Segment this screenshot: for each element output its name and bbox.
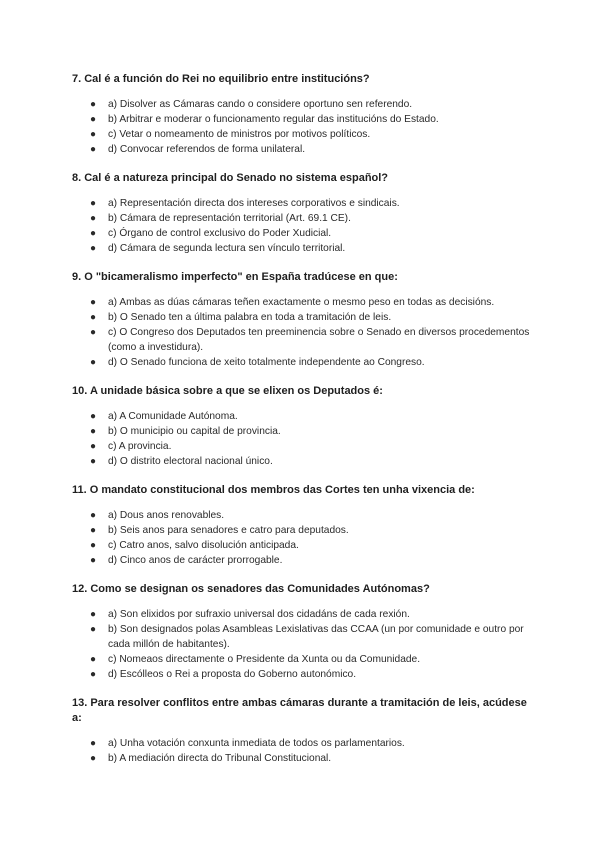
question-block xyxy=(72,483,532,568)
answer-option-text: b) Son designados polas Asambleas Lexislativas das CCAA (un por comunidade e outro por cada millón de habitantes). xyxy=(108,624,524,650)
answer-option-text: d) Escólleos o Rei a proposta do Goberno autonómico. xyxy=(108,669,357,680)
answer-option-text: a) Ambas as dúas cámaras teñen exactamente o mesmo peso en todas as decisións. xyxy=(108,297,495,308)
bullet-icon: ● xyxy=(90,129,97,140)
answer-option-text: b) A mediación directa do Tribunal Constitucional. xyxy=(108,753,332,764)
answer-option-text: d) Cámara de segunda lectura sen vínculo territorial. xyxy=(108,243,346,254)
bullet-icon: ● xyxy=(90,555,97,566)
answer-options xyxy=(72,607,532,682)
answer-option-text: c) O Congreso dos Deputados ten preeminencia sobre o Senado en diversos procedementos (como a investidura). xyxy=(108,327,530,353)
question-title: 11. O mandato constitucional dos membros das Cortes ten unha vixencia de: xyxy=(72,484,475,496)
answer-option xyxy=(90,424,532,439)
answer-option xyxy=(90,523,532,538)
question-block xyxy=(72,171,532,256)
answer-option xyxy=(90,226,532,241)
bullet-icon: ● xyxy=(90,228,97,239)
question-block xyxy=(72,270,532,370)
answer-option xyxy=(90,508,532,523)
bullet-icon: ● xyxy=(90,669,97,680)
answer-option-text: b) Cámara de representación territorial (Art. 69.1 CE). xyxy=(108,213,351,224)
question-block xyxy=(72,72,532,157)
answer-option xyxy=(90,622,532,652)
bullet-icon: ● xyxy=(90,297,97,308)
answer-option xyxy=(90,736,532,751)
bullet-icon: ● xyxy=(90,456,97,467)
answer-option-text: a) Representación directa dos intereses corporativos e sindicais. xyxy=(108,198,400,209)
bullet-icon: ● xyxy=(90,312,97,323)
answer-option-text: a) A Comunidade Autónoma. xyxy=(108,411,238,422)
question-title: 9. O "bicameralismo imperfecto" en España tradúcese en que: xyxy=(72,271,398,283)
bullet-icon: ● xyxy=(90,198,97,209)
bullet-icon: ● xyxy=(90,243,97,254)
question-block xyxy=(72,582,532,682)
answer-option-text: c) A provincia. xyxy=(108,441,172,452)
answer-option-text: c) Órgano de control exclusivo do Poder Xudicial. xyxy=(108,228,332,239)
answer-options xyxy=(72,295,532,370)
answer-option xyxy=(90,196,532,211)
answer-option-text: a) Unha votación conxunta inmediata de todos os parlamentarios. xyxy=(108,738,405,749)
answer-option-text: d) O distrito electoral nacional único. xyxy=(108,456,273,467)
answer-option-text: b) Arbitrar e moderar o funcionamento regular das institucións do Estado. xyxy=(108,114,439,125)
answer-options xyxy=(72,409,532,469)
bullet-icon: ● xyxy=(90,411,97,422)
answer-option xyxy=(90,607,532,622)
bullet-icon: ● xyxy=(90,426,97,437)
answer-option-text: c) Vetar o nomeamento de ministros por motivos políticos. xyxy=(108,129,371,140)
answer-option xyxy=(90,652,532,667)
answer-option xyxy=(90,142,532,157)
answer-options xyxy=(72,196,532,256)
bullet-icon: ● xyxy=(90,99,97,110)
answer-option xyxy=(90,310,532,325)
question-block xyxy=(72,384,532,469)
answer-options xyxy=(72,736,532,766)
answer-option xyxy=(90,751,532,766)
answer-option xyxy=(90,454,532,469)
answer-option xyxy=(90,439,532,454)
question-title: 12. Como se designan os senadores das Comunidades Autónomas? xyxy=(72,583,430,595)
answer-option xyxy=(90,241,532,256)
bullet-icon: ● xyxy=(90,738,97,749)
answer-option-text: d) Convocar referendos de forma unilateral. xyxy=(108,144,306,155)
bullet-icon: ● xyxy=(90,357,97,368)
answer-option-text: a) Dous anos renovables. xyxy=(108,510,225,521)
bullet-icon: ● xyxy=(90,144,97,155)
bullet-icon: ● xyxy=(90,213,97,224)
answer-option-text: c) Nomeaos directamente o Presidente da Xunta ou da Comunidade. xyxy=(108,654,421,665)
answer-option xyxy=(90,295,532,310)
bullet-icon: ● xyxy=(90,327,97,338)
answer-option xyxy=(90,325,532,355)
answer-option-text: d) O Senado funciona de xeito totalmente independente ao Congreso. xyxy=(108,357,425,368)
answer-option xyxy=(90,553,532,568)
answer-option xyxy=(90,97,532,112)
answer-option xyxy=(90,127,532,142)
answer-option-text: b) Seis anos para senadores e catro para deputados. xyxy=(108,525,349,536)
bullet-icon: ● xyxy=(90,525,97,536)
answer-option-text: d) Cinco anos de carácter prorrogable. xyxy=(108,555,283,566)
answer-option xyxy=(90,112,532,127)
bullet-icon: ● xyxy=(90,441,97,452)
answer-option xyxy=(90,538,532,553)
bullet-icon: ● xyxy=(90,753,97,764)
bullet-icon: ● xyxy=(90,540,97,551)
answer-option-text: b) O Senado ten a última palabra en toda a tramitación de leis. xyxy=(108,312,392,323)
question-title: 7. Cal é a función do Rei no equilibrio entre institucións? xyxy=(72,73,370,85)
answer-option-text: a) Son elixidos por sufraxio universal dos cidadáns de cada rexión. xyxy=(108,609,410,620)
answer-option xyxy=(90,667,532,682)
answer-option xyxy=(90,355,532,370)
bullet-icon: ● xyxy=(90,114,97,125)
question-block xyxy=(72,696,532,766)
answer-option xyxy=(90,409,532,424)
question-title: 10. A unidade básica sobre a que se elixen os Deputados é: xyxy=(72,385,383,397)
answer-options xyxy=(72,97,532,157)
bullet-icon: ● xyxy=(90,609,97,620)
answer-options xyxy=(72,508,532,568)
answer-option-text: b) O municipio ou capital de provincia. xyxy=(108,426,281,437)
bullet-icon: ● xyxy=(90,654,97,665)
question-title: 8. Cal é a natureza principal do Senado no sistema español? xyxy=(72,172,389,184)
answer-option-text: a) Disolver as Cámaras cando o considere oportuno sen referendo. xyxy=(108,99,413,110)
question-list xyxy=(72,72,532,780)
question-title: 13. Para resolver conflitos entre ambas cámaras durante a tramitación de leis, acúdese a: xyxy=(72,697,527,724)
answer-option xyxy=(90,211,532,226)
bullet-icon: ● xyxy=(90,624,97,635)
bullet-icon: ● xyxy=(90,510,97,521)
answer-option-text: c) Catro anos, salvo disolución anticipada. xyxy=(108,540,299,551)
